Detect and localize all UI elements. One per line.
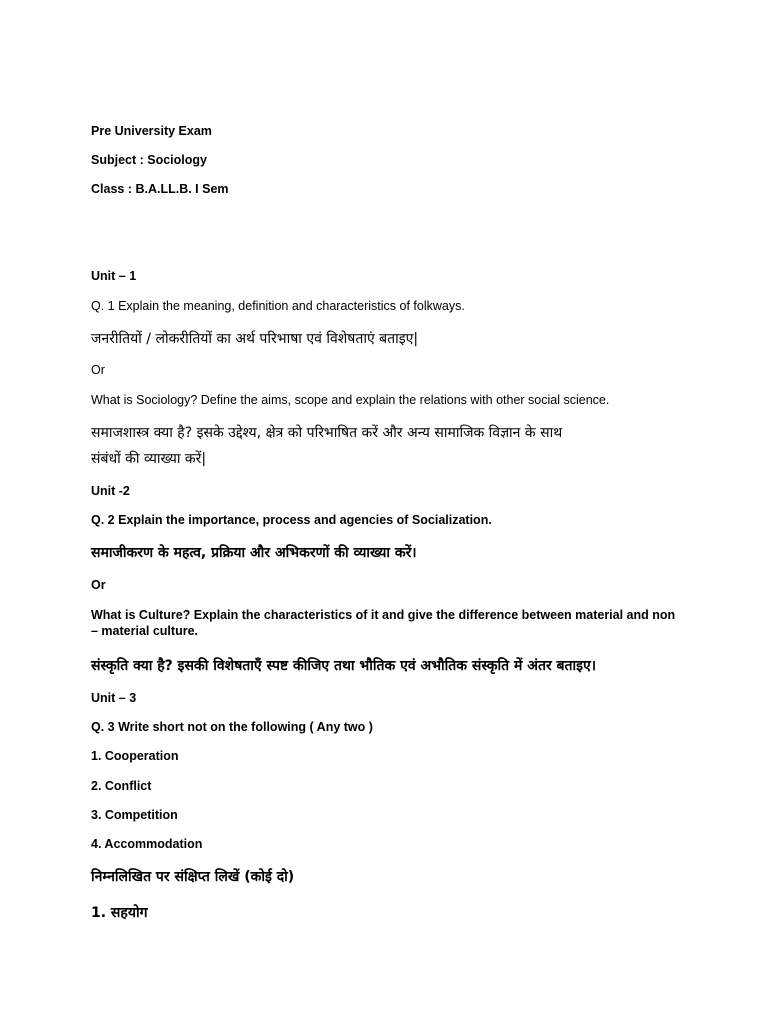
exam-title: Pre University Exam	[91, 124, 212, 138]
q2-hindi: समाजीकरण के महत्व, प्रक्रिया और अभिकरणों की व्याख्या करें।	[91, 545, 417, 561]
q1-hindi: जनरीतियों / लोकरीतियों का अर्थ परिभाषा एवं विशेषताएं बताइए|	[91, 331, 419, 347]
q3-item-2: 2. Conflict	[91, 779, 152, 793]
unit1-heading: Unit – 1	[91, 269, 137, 283]
q3-english: Q. 3 Write short not on the following ( Any two )	[91, 720, 373, 734]
unit2-heading: Unit -2	[91, 484, 130, 498]
q3-item-1: 1. Cooperation	[91, 749, 179, 763]
q1-alt-hindi-line2: संबंधों की व्याख्या करें|	[91, 451, 207, 467]
q3-item-3: 3. Competition	[91, 808, 178, 822]
q3-hindi-item-1: 1. सहयोग	[91, 905, 148, 921]
class-line: Class : B.A.LL.B. I Sem	[91, 182, 229, 196]
q2-alt-hindi: संस्कृति क्या है? इसकी विशेषताएँ स्पष्ट कीजिए तथा भौतिक एवं अभौतिक संस्कृति में अंतर बताइए।	[91, 658, 597, 674]
unit3-heading: Unit – 3	[91, 691, 137, 705]
q2-english: Q. 2 Explain the importance, process and agencies of Socialization.	[91, 513, 492, 527]
q2-alt-english: What is Culture? Explain the characteristics of it and give the difference between material and non – material culture.	[91, 608, 676, 638]
subject-line: Subject : Sociology	[91, 153, 207, 167]
q3-item-4: 4. Accommodation	[91, 837, 203, 851]
q2-or: Or	[91, 578, 106, 592]
q1-or: Or	[91, 363, 105, 377]
q1-english: Q. 1 Explain the meaning, definition and characteristics of folkways.	[91, 299, 465, 313]
q1-alt-hindi-line1: समाजशास्त्र क्या है? इसके उद्देश्य, क्षेत्र को परिभाषित करें और अन्य सामाजिक विज्ञान के साथ	[91, 425, 563, 441]
q3-hindi: निम्नलिखित पर संक्षिप्त लिखें (कोई दो)	[91, 869, 295, 885]
q1-alt-english: What is Sociology? Define the aims, scope and explain the relations with other social science.	[91, 393, 610, 407]
